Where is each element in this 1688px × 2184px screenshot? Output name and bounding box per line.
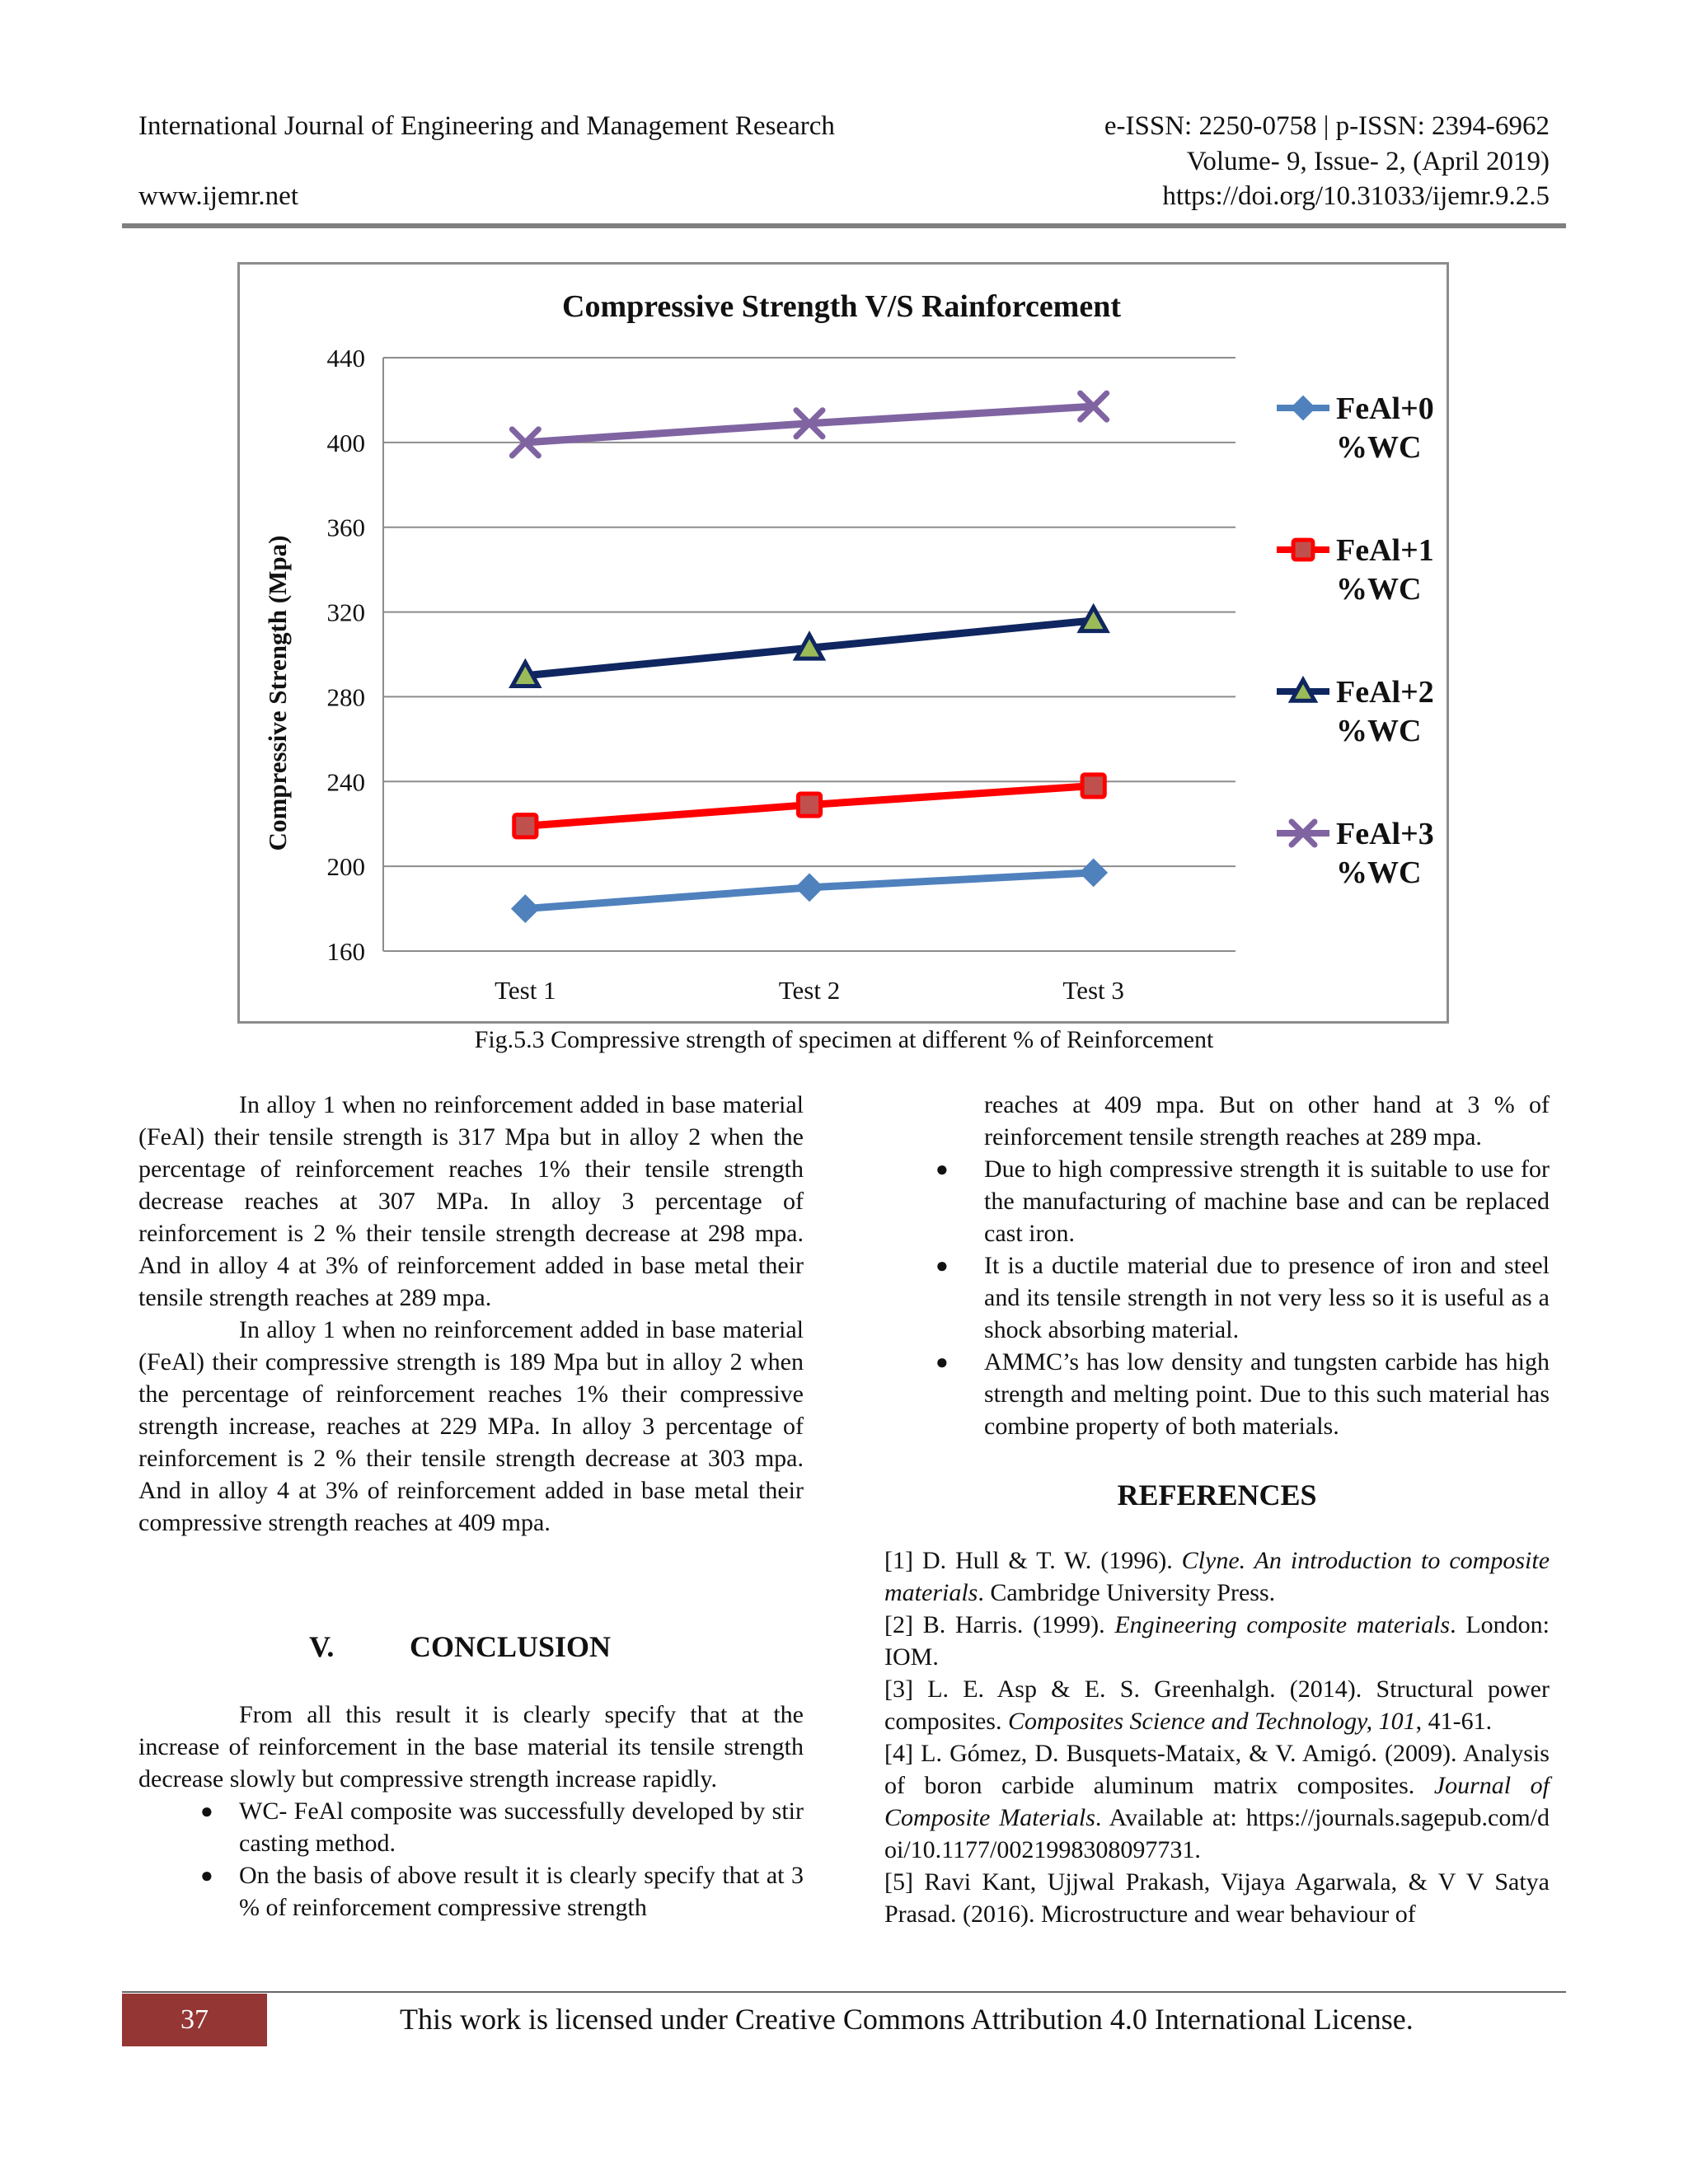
conclusion-number: V. <box>309 1630 335 1663</box>
reference-item: [4] L. Gómez, D. Busquets-Mataix, & V. Amigó. (2009). Analysis of boron carbide aluminum matrix composites. Journal of Composite Materials. Available at: https://journals.sagepub.com/doi/10.1177/0021998308097731. <box>884 1740 1550 1863</box>
series-3 <box>512 393 1106 456</box>
footer-rule <box>122 1991 1566 1993</box>
y-tick-label: 440 <box>326 344 365 373</box>
chart-title: Compressive Strength V/S Rainforcement <box>562 289 1121 324</box>
bullet-text: On the basis of above result it is clearly specify that at 3 % of reinforcement compressive strength <box>239 1862 804 1921</box>
bullet-item <box>138 1859 804 1924</box>
y-tick-label: 360 <box>326 513 365 542</box>
journal-website[interactable]: www.ijemr.net <box>138 181 298 211</box>
license-notice[interactable]: This work is licensed under Creative Commons Attribution 4.0 International License. <box>400 2003 1414 2036</box>
reference-item: [5] Ravi Kant, Ujjwal Prakash, Vijaya Agarwala, & V V Satya Prasad. (2016). Microstructure and wear behaviour of <box>884 1868 1550 1928</box>
series-0 <box>512 860 1106 922</box>
y-tick-labels <box>327 344 366 966</box>
legend-marker <box>1293 540 1313 560</box>
bullet-item <box>884 1249 1550 1346</box>
legend-label: %WC <box>1336 430 1422 465</box>
x-tick-label: Test 3 <box>1062 976 1124 1005</box>
data-point <box>512 896 538 922</box>
bullet-icon: ● <box>200 1799 213 1823</box>
paragraph-tensile: In alloy 1 when no reinforcement added in base material (FeAl) their tensile strength is 317 Mpa but in alloy 2 when the percentage of reinforcement reaches 1% their tensile strength decrease reaches at 307 MPa. In alloy 3 percentage of reinforcement is 2 % their tensile strength decrease at 298 mpa. And in alloy 4 at 3% of reinforcement added in base metal their tensile strength reaches at 289 mpa. <box>138 1091 804 1311</box>
legend-label: FeAl+0 <box>1336 391 1434 426</box>
y-tick-label: 400 <box>326 428 365 457</box>
legend-item <box>1277 817 1434 890</box>
data-point <box>1082 775 1104 797</box>
data-point <box>796 874 823 901</box>
bullet-text: reaches at 409 mpa. But on other hand at 3 % of reinforcement tensile strength reaches at 289 mpa. <box>984 1091 1550 1151</box>
bullet-text: It is a ductile material due to presence of iron and steel and its tensile strength in not very less so it is useful as a shock absorbing material. <box>984 1252 1550 1343</box>
y-tick-label: 240 <box>326 767 365 797</box>
line-chart <box>240 265 1447 1021</box>
legend-label: FeAl+1 <box>1336 533 1434 568</box>
bullet-icon: ● <box>935 1350 949 1374</box>
series-group <box>512 393 1106 921</box>
legend-item <box>1277 391 1434 465</box>
issn: e-ISSN: 2250-0758 | p-ISSN: 2394-6962 <box>1104 111 1550 141</box>
references-heading: REFERENCES <box>1117 1479 1317 1511</box>
left-column <box>138 1089 804 1539</box>
bullet-icon: ● <box>200 1863 213 1887</box>
bullet-text: WC- FeAl composite was successfully developed by stir casting method. <box>239 1797 804 1857</box>
bullet-item <box>884 1346 1550 1442</box>
legend-label: %WC <box>1336 572 1422 607</box>
journal-title: International Journal of Engineering and Management Research <box>138 111 835 141</box>
right-column <box>884 1089 1550 1442</box>
data-point <box>798 794 820 816</box>
legend-marker <box>1292 680 1315 701</box>
bullet-item <box>138 1795 804 1859</box>
legend-item <box>1277 675 1434 748</box>
x-tick-label: Test 1 <box>495 976 556 1005</box>
conclusion-body <box>138 1699 804 1924</box>
bullet-text: AMMC’s has low density and tungsten carbide has high strength and melting point. Due to this such material has combine property of both materials. <box>984 1348 1550 1440</box>
references-list <box>884 1544 1550 1930</box>
page-number: 37 <box>122 1994 267 2046</box>
doi-link[interactable]: https://doi.org/10.31033/ijemr.9.2.5 <box>1162 181 1550 211</box>
bullet-continuation <box>884 1089 1550 1153</box>
y-axis-label: Compressive Strength (Mpa) <box>263 535 292 851</box>
y-tick-label: 200 <box>326 852 365 882</box>
bullet-text: Due to high compressive strength it is suitable to use for the manufacturing of machine base and can be replaced cast iron. <box>984 1155 1550 1247</box>
bullet-item <box>884 1153 1550 1249</box>
conclusion-heading: CONCLUSION <box>410 1630 612 1663</box>
volume-issue: Volume- 9, Issue- 2, (April 2019) <box>1186 147 1550 176</box>
figure-chart <box>237 262 1449 1024</box>
reference-item: [3] L. E. Asp & E. S. Greenhalgh. (2014). Structural power composites. Composites Science and Technology, 101, 41-61. <box>884 1675 1550 1735</box>
legend-item <box>1277 533 1434 607</box>
legend-marker <box>1292 396 1315 419</box>
paragraph-conclusion: From all this result it is clearly specify that at the increase of reinforcement in the base material its tensile strength decrease slowly but compressive strength increase rapidly. <box>138 1701 804 1793</box>
reference-item: [1] D. Hull & T. W. (1996). Clyne. An introduction to composite materials. Cambridge University Press. <box>884 1547 1550 1606</box>
bullet-icon: ● <box>935 1254 949 1277</box>
y-tick-label: 280 <box>326 682 365 712</box>
bullet-icon: ● <box>935 1157 949 1181</box>
series-2 <box>512 607 1106 687</box>
legend-label: FeAl+2 <box>1336 675 1434 710</box>
legend-label: %WC <box>1336 714 1422 748</box>
figure-caption: Fig.5.3 Compressive strength of specimen at different % of Reinforcement <box>474 1026 1214 1053</box>
data-point <box>1081 860 1107 886</box>
series-1 <box>514 775 1105 837</box>
data-point <box>514 815 537 837</box>
y-tick-label: 320 <box>326 598 365 627</box>
paragraph-compressive: In alloy 1 when no reinforcement added in base material (FeAl) their compressive strength is 189 Mpa but in alloy 2 when the percentage of reinforcement reaches 1% their compressive strength increase, reaches at 229 MPa. In alloy 3 percentage of reinforcement is 2 % their tensile strength decrease at 303 mpa. And in alloy 4 at 3% of reinforcement added in base metal their compressive strength reaches at 409 mpa. <box>138 1316 804 1536</box>
header-rule <box>122 223 1566 228</box>
legend <box>1277 391 1434 890</box>
reference-item: [2] B. Harris. (1999). Engineering composite materials. London: IOM. <box>884 1611 1550 1671</box>
y-tick-label: 160 <box>326 937 365 966</box>
legend-label: %WC <box>1336 855 1422 890</box>
legend-label: FeAl+3 <box>1336 817 1434 851</box>
x-tick-labels <box>495 976 1124 1005</box>
x-tick-label: Test 2 <box>778 976 841 1005</box>
